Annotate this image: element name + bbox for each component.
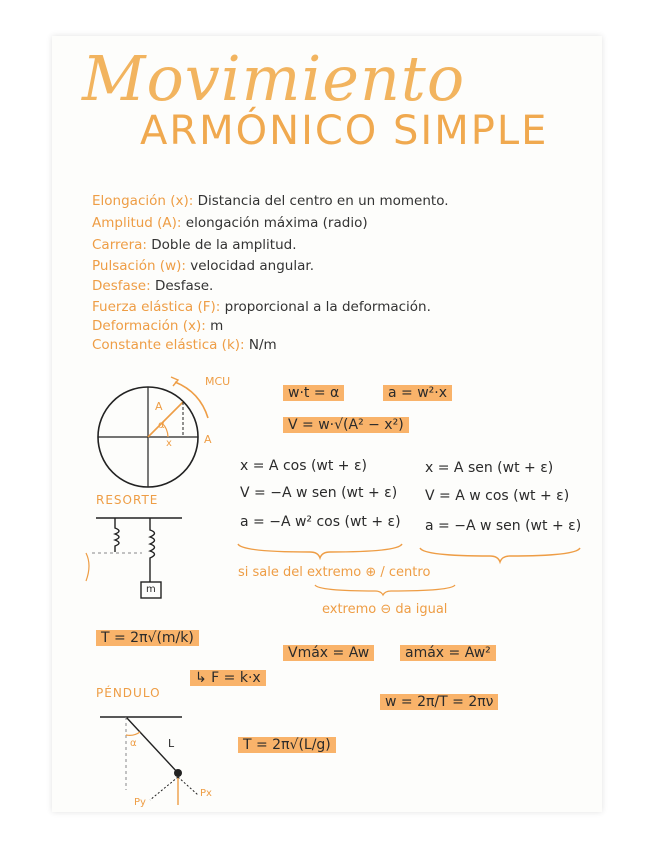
- definition-value: Desfase.: [154, 278, 214, 294]
- definition-value: proporcional a la deformación.: [224, 299, 431, 315]
- definition-term: Carrera:: [92, 237, 147, 253]
- formula-velocity: V = w·√(A² − x²): [283, 417, 409, 433]
- pendulo-label: PÉNDULO: [96, 686, 161, 700]
- definition-term: Elongación (x):: [92, 193, 194, 209]
- cos-equation-x: x = A cos (wt + ε): [240, 458, 368, 474]
- amax-formula: amáx = Aw²: [400, 645, 496, 661]
- definition-value: velocidad angular.: [190, 258, 314, 274]
- px-label: Px: [200, 788, 212, 799]
- definition-term: Pulsación (w):: [92, 258, 186, 274]
- amplitude-label: A: [204, 433, 212, 446]
- py-label: Py: [134, 797, 146, 808]
- length-label: L: [168, 737, 175, 750]
- x-label: x: [166, 438, 172, 449]
- definition-value: elongación máxima (radio): [185, 215, 368, 231]
- cos-equation-a: a = −A w² cos (wt + ε): [240, 514, 401, 530]
- definition-term: Amplitud (A):: [92, 215, 182, 231]
- definition-value: m: [210, 318, 224, 334]
- definition-term: Fuerza elástica (F):: [92, 299, 221, 315]
- formula-acceleration: a = w²·x: [383, 385, 452, 401]
- pendulum-period-formula: T = 2π√(L/g): [238, 737, 336, 753]
- hooke-formula-text: ↳ F = k·x: [190, 670, 266, 686]
- formula-wt-alpha: w·t = α: [283, 385, 344, 401]
- resorte-label: RESORTE: [96, 493, 159, 507]
- pendulum-diagram: [100, 717, 198, 805]
- hooke-formula: [190, 670, 266, 686]
- sen-equation-a: a = −A w sen (wt + ε): [425, 518, 582, 534]
- note-line-1: si sale del extremo ⊕ / centro: [238, 565, 431, 580]
- definition-value: Distancia del centro en un momento.: [197, 193, 449, 209]
- title-line-2: ARMÓNICO SIMPLE: [140, 108, 549, 154]
- definition-value: Doble de la amplitud.: [151, 237, 297, 253]
- spring-period-formula: T = 2π√(m/k): [96, 630, 199, 646]
- definition-term: Desfase:: [92, 278, 151, 294]
- sen-equation-v: V = A w cos (wt + ε): [425, 488, 570, 504]
- vmax-formula: Vmáx = Aw: [283, 645, 374, 661]
- title-line-1: Movimiento: [82, 42, 466, 115]
- alpha-label: α: [158, 420, 165, 431]
- pendulum-alpha-label: α: [130, 738, 137, 749]
- cos-equation-v: V = −A w sen (wt + ε): [240, 485, 398, 501]
- mcu-label: MCU: [205, 375, 231, 388]
- definition-term: Constante elástica (k):: [92, 337, 245, 353]
- sen-equation-x: x = A sen (wt + ε): [425, 460, 554, 476]
- radius-label: A: [155, 400, 163, 413]
- definition-term: Deformación (x):: [92, 318, 206, 334]
- mass-label: m: [146, 584, 156, 595]
- circle-diagram: [98, 377, 208, 487]
- omega-formula: w = 2π/T = 2πν: [380, 694, 498, 710]
- note-line-2: extremo ⊖ da igual: [322, 602, 448, 617]
- definition-value: N/m: [248, 337, 277, 353]
- spring-diagram: [86, 518, 182, 598]
